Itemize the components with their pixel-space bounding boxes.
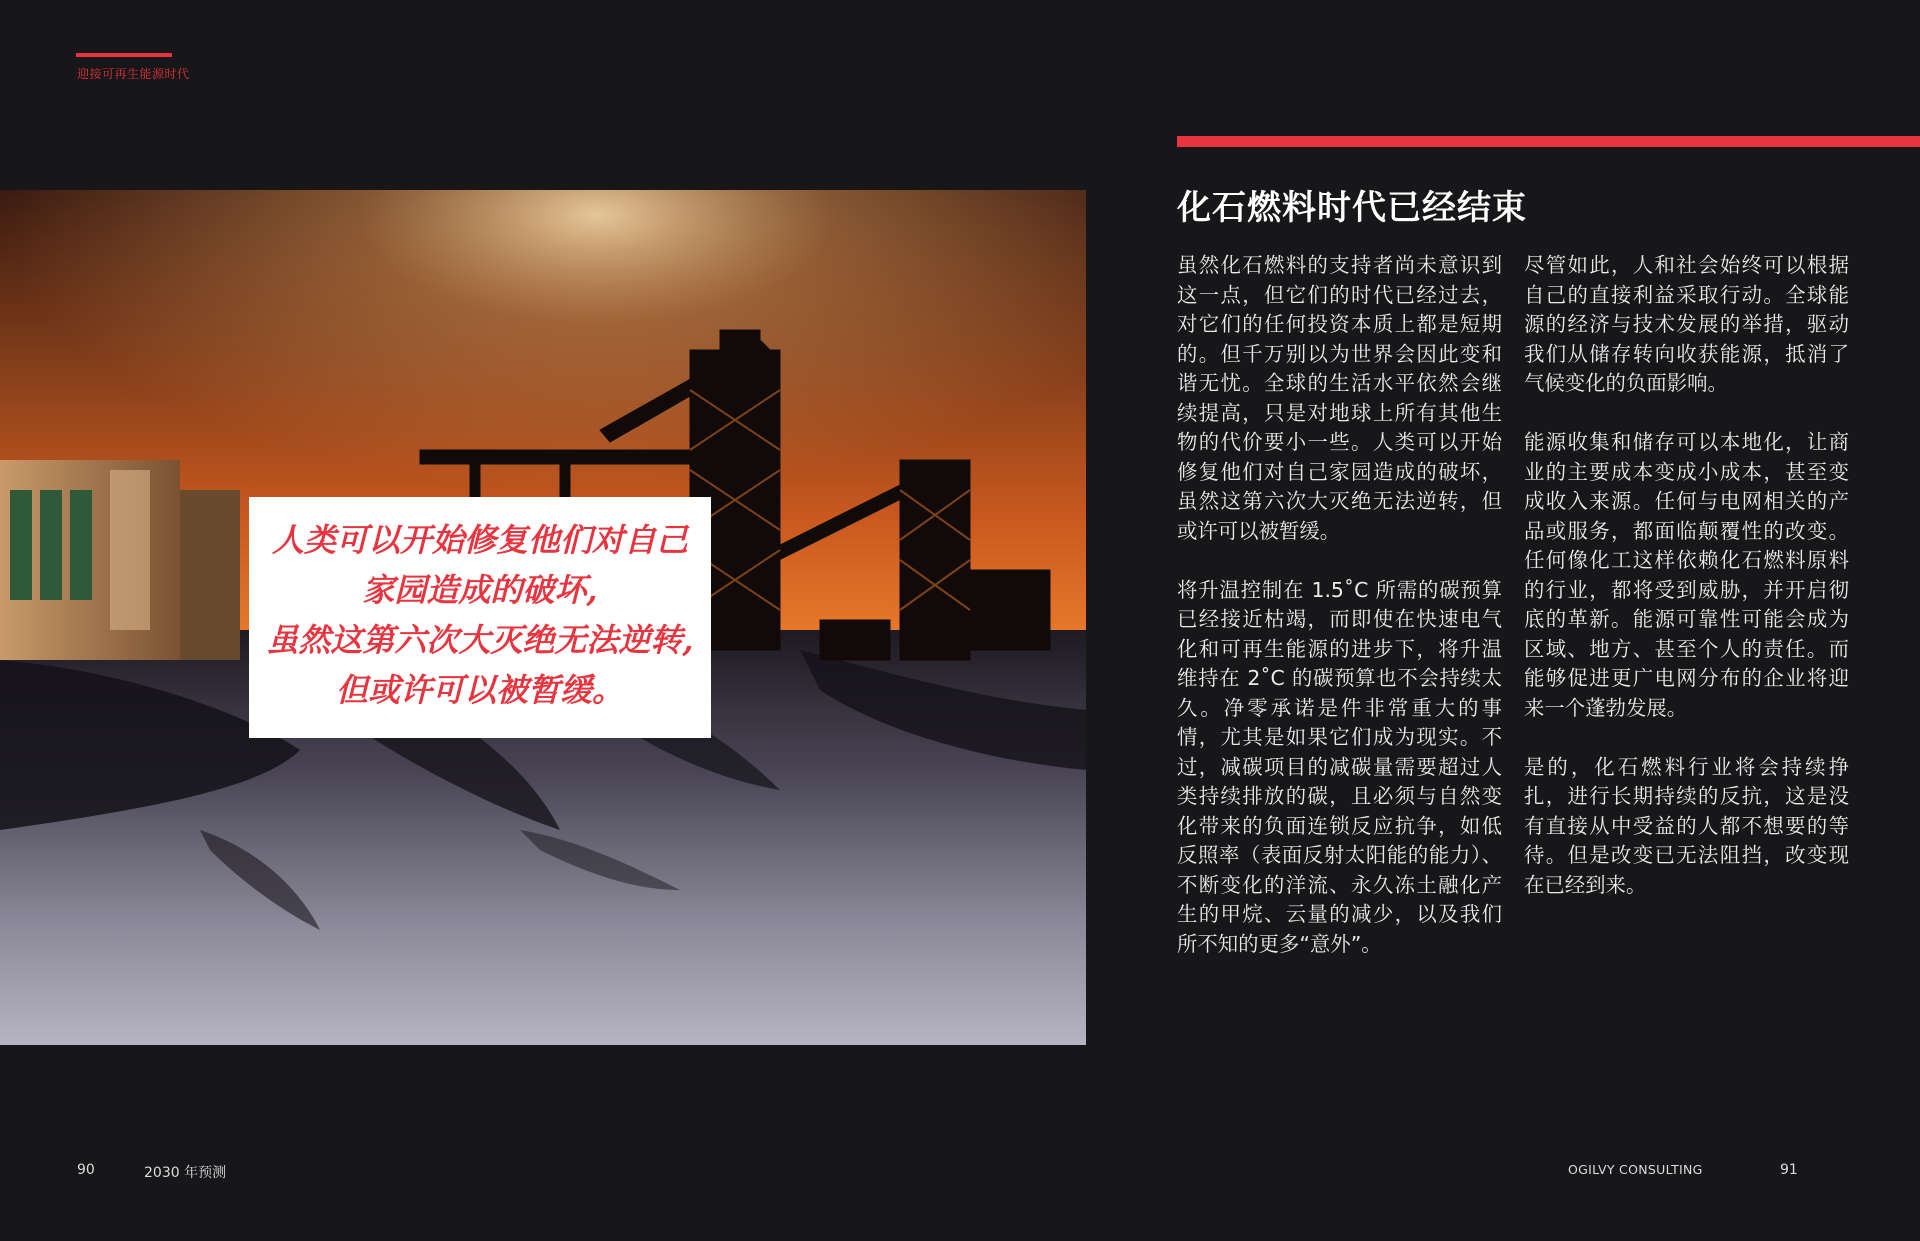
page-number-right: 91: [1780, 1162, 1798, 1178]
publication-title: 2030 年预测: [144, 1165, 227, 1181]
pull-quote-line: 但或许可以被暂缓。: [335, 671, 624, 709]
pull-quote-line: 人类可以开始修复他们对自己: [271, 521, 688, 559]
article-paragraph: 虽然化石燃料的支持者尚未意识到这一点，但它们的时代已经过去，对它们的任何投资本质上都是短期的。但千万别以为世界会因此变和谐无忧。全球的生活水平依然会继续提高，只是对地球上所有其他生物的代价要小一些。人类可以开始修复他们对自己家园造成的破坏，虽然这第六次大灭绝无法逆转，但或许可以被暂缓。: [1177, 253, 1502, 543]
article-headline: 化石燃料时代已经结束: [1177, 188, 1527, 228]
section-rule: [76, 53, 172, 57]
article-column-2: [1524, 251, 1849, 930]
pull-quote-line: 虽然这第六次大灭绝无法逆转,: [266, 621, 694, 659]
pull-quote-line: 家园造成的破坏,: [362, 571, 598, 609]
article-paragraph: 能源收集和储存可以本地化，让商业的主要成本变成小成本，甚至变成收入来源。任何与电网相关的产品或服务，都面临颠覆性的改变。任何像化工这样依赖化石燃料原料的行业，都将受到威胁，并开启彻底的革新。能源可靠性可能会成为区域、地方、甚至个人的责任。而能够促进更广电网分布的企业将迎来一个蓬勃发展。: [1524, 430, 1849, 720]
brand-name: OGILVY CONSULTING: [1568, 1162, 1703, 1177]
article-paragraph: 是的，化石燃料行业将会持续挣扎，进行长期持续的反抗，这是没有直接从中受益的人都不想要的等待。但是改变已无法阻挡，改变现在已经到来。: [1524, 754, 1849, 897]
page-number-left: 90: [77, 1162, 95, 1178]
article-paragraph: 将升温控制在 1.5˚C 所需的碳预算已经接近枯竭，而即使在快速电气化和可再生能源的进步下，将升温维持在 2˚C 的碳预算也不会持续太久。净零承诺是件非常重大的事情，尤其是如果它们成为现实。不过，减碳项目的减碳量需要超过人类持续排放的碳，且必须与自然变化带来的负面连锁反应抗争，如低反照率（表面反射太阳能的能力）、不断变化的洋流、永久冻土融化产生的甲烷、云量的减少，以及我们所不知的更多“意外”。: [1177, 577, 1502, 956]
article-paragraph: 尽管如此，人和社会始终可以根据自己的直接利益采取行动。全球能源的经济与技术发展的举措，驱动我们从储存转向收获能源，抵消了气候变化的负面影响。: [1524, 253, 1849, 395]
article-column-1: [1177, 251, 1502, 989]
section-label: 迎接可再生能源时代: [77, 67, 190, 81]
pull-quote: [249, 497, 711, 738]
accent-bar: [1177, 136, 1920, 147]
